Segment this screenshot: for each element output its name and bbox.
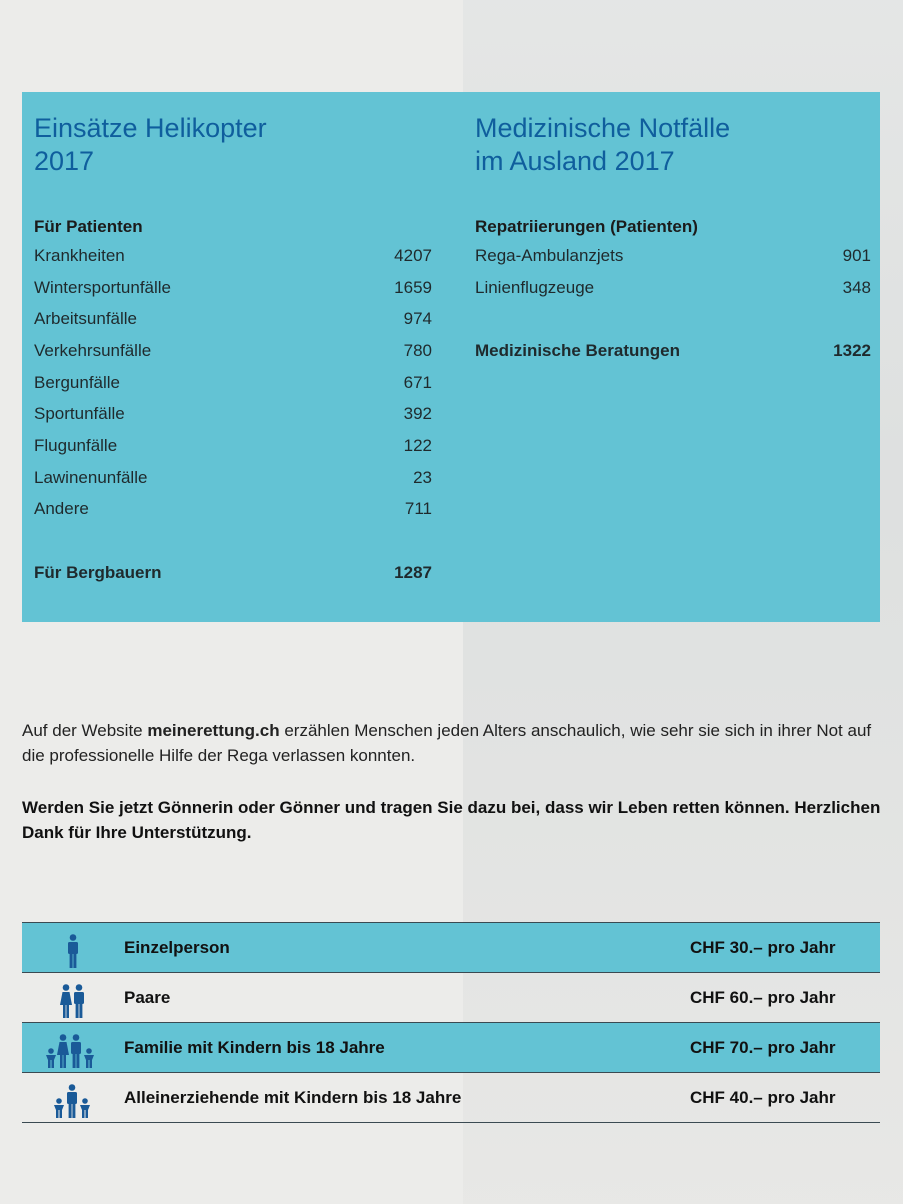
pricing-price: CHF 70.– pro Jahr	[690, 1037, 836, 1057]
helicopter-stat-value: 122	[403, 435, 432, 455]
single-parent-icon	[22, 1078, 124, 1118]
abroad-stat-value: 901	[842, 245, 871, 265]
pricing-price: CHF 60.– pro Jahr	[690, 987, 836, 1007]
helicopter-stat-label: Arbeitsunfälle	[34, 309, 138, 329]
pricing-price: CHF 30.– pro Jahr	[690, 937, 836, 957]
pricing-row	[22, 923, 880, 973]
consultations-value: 1322	[833, 341, 871, 361]
consultations-row	[475, 335, 871, 367]
farmers-value: 1287	[394, 563, 432, 583]
membership-pricing-table	[22, 922, 880, 1123]
abroad-stat-value: 348	[842, 277, 871, 297]
helicopter-stat-value: 392	[403, 404, 432, 424]
pricing-price: CHF 40.– pro Jahr	[690, 1087, 836, 1107]
helicopter-stat-row	[34, 462, 432, 494]
helicopter-title-line1: Einsätze Helikopter	[34, 113, 267, 143]
pricing-label: Einzelperson	[124, 937, 230, 957]
helicopter-stat-value: 23	[413, 467, 432, 487]
pricing-label: Paare	[124, 987, 171, 1007]
helicopter-stat-label: Sportunfälle	[34, 404, 125, 424]
abroad-title	[475, 112, 871, 208]
intro-text-after: erzählen Menschen jeden Alters anschaulich, wie sehr sie sich in ihrer Not auf die professionelle Hilfe der Rega verlassen konnten.	[22, 721, 872, 765]
helicopter-title	[34, 112, 432, 208]
intro-text-before: Auf der Website	[22, 721, 148, 740]
family-icon	[22, 1028, 124, 1068]
helicopter-stat-label: Flugunfälle	[34, 435, 118, 455]
helicopter-stat-value: 974	[403, 309, 432, 329]
helicopter-stat-value: 780	[403, 340, 432, 360]
repatriation-heading: Repatriierungen (Patienten)	[475, 217, 698, 236]
helicopter-stat-value: 4207	[394, 245, 432, 265]
pricing-row	[22, 1073, 880, 1123]
helicopter-stat-label: Verkehrsunfälle	[34, 340, 152, 360]
call-to-action: Werden Sie jetzt Gönnerin oder Gönner und tragen Sie dazu bei, dass wir Leben retten können. Herzlichen Dank für Ihre Unterstützung.	[22, 798, 881, 842]
intro-paragraph	[22, 718, 882, 768]
single-person-icon	[22, 928, 124, 968]
helicopter-stat-value: 1659	[394, 277, 432, 297]
helicopter-stat-value: 671	[403, 372, 432, 392]
helicopter-stat-row	[34, 335, 432, 367]
helicopter-stat-label: Andere	[34, 499, 89, 519]
helicopter-stat-row	[34, 303, 432, 335]
helicopter-stat-label: Wintersportunfälle	[34, 277, 172, 297]
farmers-label: Für Bergbauern	[34, 563, 162, 583]
helicopter-stat-label: Krankheiten	[34, 245, 125, 265]
farmers-row	[34, 557, 432, 589]
abroad-list	[475, 240, 871, 303]
pricing-row	[22, 973, 880, 1023]
helicopter-column	[34, 112, 432, 589]
abroad-title-line1: Medizinische Notfälle	[475, 113, 731, 143]
abroad-title-line2: im Ausland 2017	[475, 146, 675, 176]
abroad-stat-row	[475, 240, 871, 272]
helicopter-stat-row	[34, 240, 432, 272]
helicopter-stat-value: 711	[404, 499, 432, 519]
helicopter-stat-label: Bergunfälle	[34, 372, 121, 392]
helicopter-stat-row	[34, 398, 432, 430]
pricing-label: Alleinerziehende mit Kindern bis 18 Jahre	[124, 1087, 462, 1107]
helicopter-stat-row	[34, 494, 432, 526]
abroad-stat-row	[475, 272, 871, 304]
helicopter-stat-row	[34, 430, 432, 462]
statistics-panel	[22, 92, 880, 622]
consultations-label: Medizinische Beratungen	[475, 341, 680, 361]
helicopter-title-line2: 2017	[34, 146, 95, 176]
helicopter-stat-label: Lawinenunfälle	[34, 467, 148, 487]
helicopter-stat-row	[34, 367, 432, 399]
abroad-stat-label: Linienflugzeuge	[475, 277, 595, 297]
couple-icon	[22, 978, 124, 1018]
helicopter-stat-row	[34, 272, 432, 304]
pricing-row	[22, 1023, 880, 1073]
patients-heading: Für Patienten	[34, 217, 143, 236]
helicopter-list	[34, 240, 432, 525]
pricing-label: Familie mit Kindern bis 18 Jahre	[124, 1037, 385, 1057]
website-link[interactable]: meinerettung.ch	[147, 721, 280, 740]
abroad-column	[475, 112, 871, 367]
abroad-stat-label: Rega-Ambulanzjets	[475, 245, 624, 265]
